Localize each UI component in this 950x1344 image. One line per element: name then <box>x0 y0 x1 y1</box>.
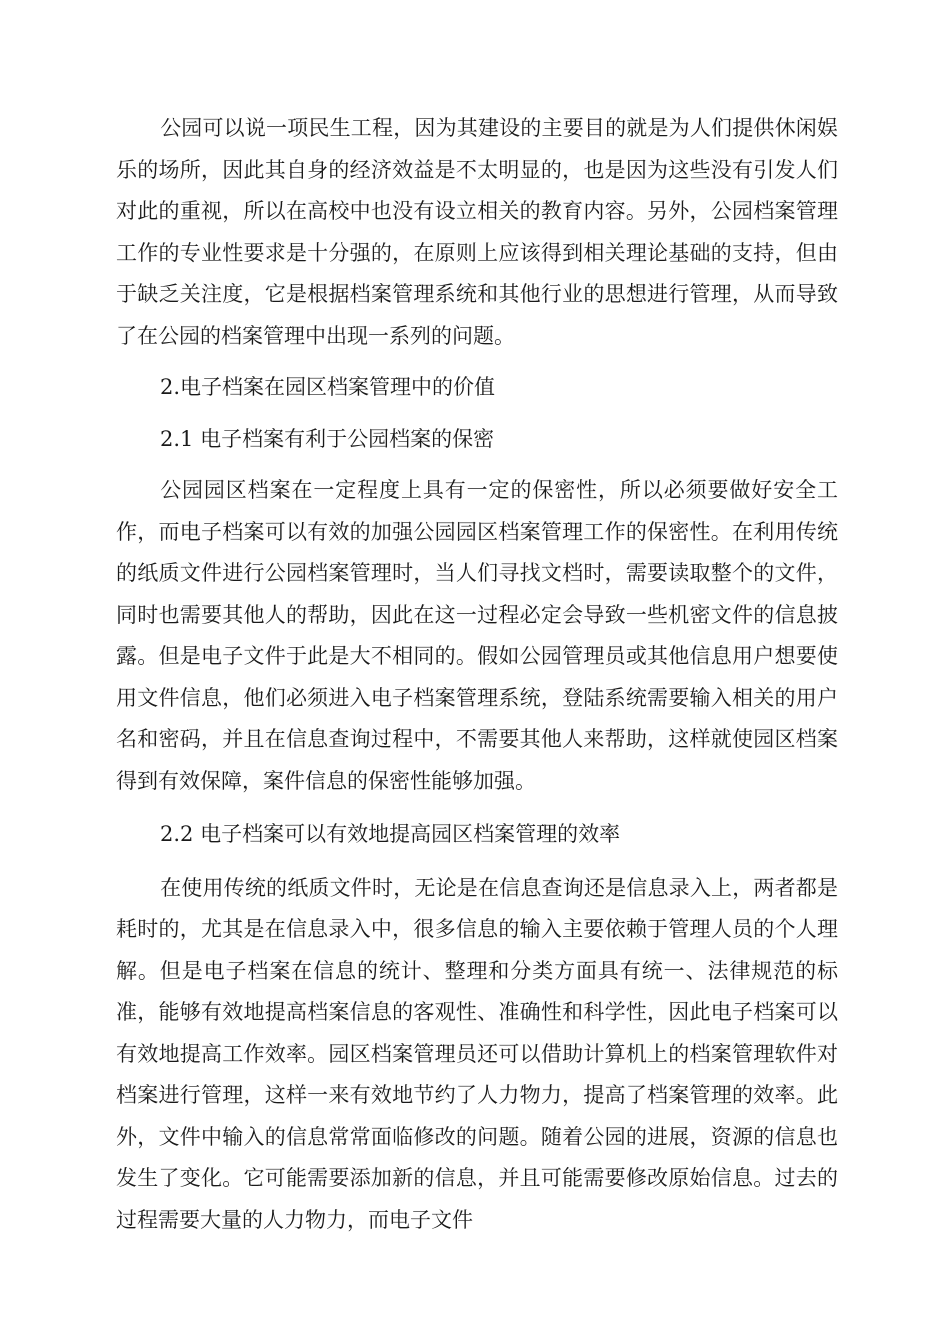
spacer <box>116 856 838 868</box>
subsection-heading-2-2: 2.2 电子档案可以有效地提高园区档案管理的效率 <box>160 822 621 846</box>
paragraph-confidentiality: 公园园区档案在一定程度上具有一定的保密性，所以必须要做好安全工作，而电子档案可以有效的加强公园园区档案管理工作的保密性。在利用传统的纸质文件进行公园档案管理时，当人们寻找文档时，需要读取整个的文件，同时也需要其他人的帮助，因此在这一过程必定会导致一些机密文件的信息披露。但是电子文件于此是大不相同的。假如公园管理员或其他信息用户想要使用文件信息，他们必须进入电子档案管理系统，登陆系统需要输入相关的用户名和密码，并且在信息查询过程中，不需要其他人来帮助，这样就使园区档案得到有效保障，案件信息的保密性能够加强。 <box>116 478 838 793</box>
paragraph-efficiency: 在使用传统的纸质文件时，无论是在信息查询还是信息录入上，两者都是耗时的，尤其是在信息录入中，很多信息的输入主要依赖于管理人员的个人理解。但是电子档案在信息的统计、整理和分类方面具有统一、法律规范的标准，能够有效地提高档案信息的客观性、准确性和科学性，因此电子档案可以有效地提高工作效率。园区档案管理员还可以借助计算机上的档案管理软件对档案进行管理，这样一来有效地节约了人力物力，提高了档案管理的效率。此外，文件中输入的信息常常面临修改的问题。随着公园的进展，资源的信息也发生了变化。它可能需要添加新的信息，并且可能需要修改原始信息。过去的过程需要大量的人力物力，而电子文件 <box>116 875 838 1232</box>
section-heading-2: 2.电子档案在园区档案管理中的价值 <box>160 375 496 399</box>
spacer <box>116 409 838 419</box>
subsection-heading-2-1: 2.1 电子档案有利于公园档案的保密 <box>160 426 495 451</box>
paragraph-intro: 公园可以说一项民生工程，因为其建设的主要目的就是为人们提供休闲娱乐的场所，因此其自身的经济效益是不太明显的，也是因为这些没有引发人们对此的重视，所以在高校中也没有设立相关的教育内容。另外，公园档案管理工作的专业性要求是十分强的，在原则上应该得到相关理论基础的支持，但由于缺乏关注度，它是根据档案管理系统和其他行业的思想进行管理，从而导致了在公园的档案管理中出现一系列的问题。 <box>116 116 838 348</box>
spacer <box>116 802 838 814</box>
document-page <box>116 108 838 1241</box>
spacer <box>116 357 838 367</box>
spacer <box>116 460 838 470</box>
